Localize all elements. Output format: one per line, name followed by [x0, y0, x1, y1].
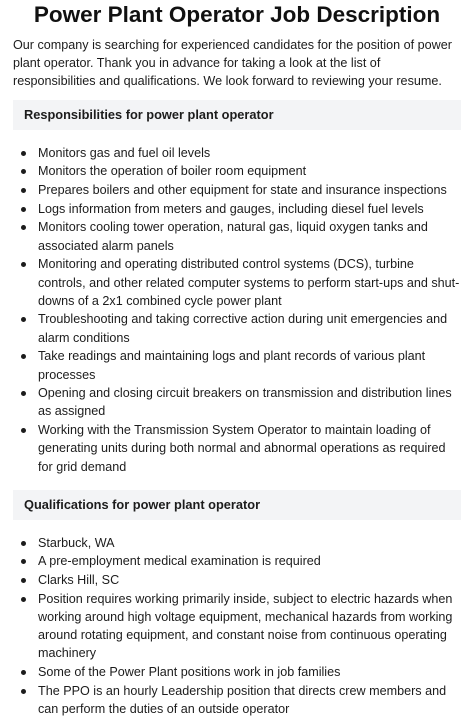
- bullet-icon: [21, 225, 26, 230]
- qualifications-list: [13, 534, 461, 718]
- list-item: [13, 310, 461, 346]
- bullet-icon: [21, 169, 26, 174]
- list-item: [13, 663, 461, 681]
- list-item: [13, 162, 461, 180]
- list-item-text: Working with the Transmission System Operator to maintain loading of generating units during both normal and abnormal operations as required for grid demand: [38, 423, 446, 474]
- bullet-icon: [21, 428, 26, 433]
- bullet-icon: [21, 317, 26, 322]
- responsibilities-list: [13, 144, 461, 476]
- bullet-icon: [21, 689, 26, 694]
- list-item: [13, 347, 461, 383]
- list-item-text: Troubleshooting and taking corrective action during unit emergencies and alarm conditions: [38, 312, 448, 345]
- list-item: [13, 534, 461, 552]
- qualifications-header: Qualifications for power plant operator: [13, 490, 461, 520]
- list-item: [13, 421, 461, 476]
- list-item-text: The PPO is an hourly Leadership position that directs crew members and can perform the duties of an outside operator: [38, 683, 447, 717]
- list-item-text: A pre-employment medical examination is required: [38, 554, 321, 569]
- bullet-icon: [21, 541, 26, 546]
- bullet-icon: [21, 597, 26, 602]
- bullet-icon: [21, 670, 26, 675]
- list-item: [13, 218, 461, 254]
- bullet-icon: [21, 151, 26, 156]
- responsibilities-header: Responsibilities for power plant operator: [13, 100, 461, 130]
- list-item: [13, 255, 461, 310]
- list-item-text: Monitors cooling tower operation, natural gas, liquid oxygen tanks and associated alarm panels: [38, 220, 428, 253]
- list-item: [13, 200, 461, 218]
- list-item: [13, 181, 461, 199]
- list-item-text: Some of the Power Plant positions work in job families: [38, 665, 341, 680]
- list-item: [13, 590, 461, 663]
- list-item-text: Monitoring and operating distributed control systems (DCS), turbine controls, and other related computer systems to perform start-ups and shut-downs of a 2x1 combined cycle power plant: [38, 257, 460, 308]
- bullet-icon: [21, 578, 26, 583]
- list-item-text: Prepares boilers and other equipment for state and insurance inspections: [38, 183, 447, 198]
- bullet-icon: [21, 559, 26, 564]
- bullet-icon: [21, 354, 26, 359]
- list-item: [13, 144, 461, 162]
- list-item: [13, 552, 461, 570]
- list-item-text: Opening and closing circuit breakers on transmission and distribution lines as assigned: [38, 386, 452, 419]
- list-item-text: Monitors gas and fuel oil levels: [38, 145, 211, 160]
- list-item-text: Take readings and maintaining logs and plant records of various plant processes: [38, 349, 426, 382]
- page-title: Power Plant Operator Job Description: [33, 2, 441, 27]
- list-item-text: Position requires working primarily inside, subject to electric hazards when working around high voltage equipment, mechanical hazards from working around rotating equipment, and constant noise from continuous operating machinery: [38, 591, 453, 661]
- bullet-icon: [21, 188, 26, 193]
- list-item: [13, 571, 461, 589]
- list-item-text: Starbuck, WA: [38, 535, 115, 550]
- list-item: [13, 384, 461, 420]
- list-item-text: Monitors the operation of boiler room equipment: [38, 164, 307, 179]
- list-item-text: Logs information from meters and gauges, including diesel fuel levels: [38, 201, 424, 216]
- bullet-icon: [21, 207, 26, 212]
- list-item-text: Clarks Hill, SC: [38, 573, 120, 588]
- job-description-page: [0, 2, 474, 718]
- bullet-icon: [21, 262, 26, 267]
- bullet-icon: [21, 391, 26, 396]
- intro-paragraph: Our company is searching for experienced candidates for the position of power plant operator. Thank you in advance for taking a look at the list of responsibilities and qualifications. We look forward to reviewing your resume.: [13, 38, 452, 89]
